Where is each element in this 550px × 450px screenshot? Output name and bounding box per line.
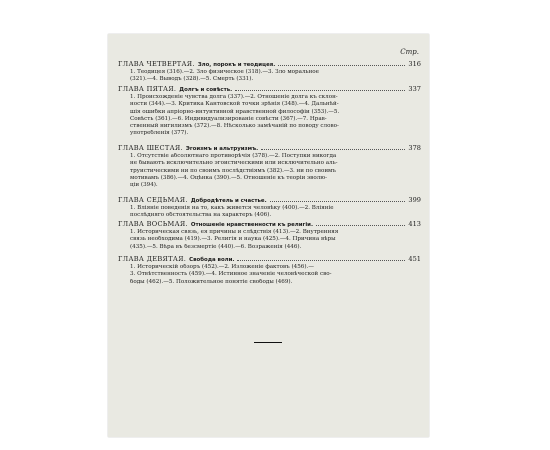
contents-line: (435).—5. Вѣра въ безсмертіе (440).—6. Возраженія (446). [130, 243, 302, 250]
contents-line: 1. Происхожденіе чувства долга (337).—2. Отношеніе долга къ склон- [130, 94, 338, 100]
leader-dots [270, 196, 406, 202]
leader-dots [235, 85, 405, 91]
chapter-label: ГЛАВА ЧЕТВЕРТАЯ. [118, 60, 195, 68]
contents-line: боды (462).—5. Положительное понятіе свободы (469). [130, 278, 293, 285]
contents-line: употребленія (377). [130, 130, 189, 137]
leader-dots [237, 255, 405, 261]
chapter-8 [118, 220, 421, 251]
chapter-label: ГЛАВА ДЕВЯТАЯ. [118, 255, 187, 263]
chapter-heading [118, 144, 421, 153]
chapter-title: Отношеніе нравственности къ религіи. [190, 222, 313, 228]
chapter-contents [118, 153, 421, 189]
chapter-label: ГЛАВА ПЯТАЯ. [118, 85, 177, 93]
contents-line: ности (344).—3. Критика Кантовской точки зрѣнія (348).—4. Дальнѣй- [130, 101, 339, 108]
leader-dots [278, 60, 405, 66]
chapter-contents [118, 229, 421, 251]
chapter-page-number: 337 [408, 85, 421, 93]
chapter-6 [118, 144, 421, 189]
chapter-contents [118, 94, 421, 138]
chapter-heading [118, 255, 421, 264]
contents-line: Совѣсть (361).—6. Индивидуализированіе совѣсти (367).—7. Нрав- [130, 115, 327, 122]
chapter-heading [118, 85, 421, 94]
chapter-7 [118, 196, 421, 220]
contents-line: (321).—4. Выводъ (328).—5. Смерть (331). [130, 76, 254, 83]
chapter-label: ГЛАВА СЕДЬМАЯ. [118, 196, 188, 204]
chapter-page-number: 451 [408, 255, 421, 263]
chapter-contents [118, 69, 421, 84]
contents-line: 1. Вліяніе поведенія на то, какъ живется человѣку (400).—2. Вліяніе [130, 205, 334, 211]
chapter-page-number: 413 [408, 220, 421, 228]
page-column-label: Стр. [400, 48, 419, 56]
chapter-page-number: 378 [408, 144, 421, 152]
chapter-heading [118, 220, 421, 229]
contents-line: связь необходима (419).—3. Религія и наука (425).—4. Причина вѣры [130, 236, 336, 243]
chapter-heading [118, 196, 421, 205]
chapter-title: Добродѣтель и счастье. [190, 198, 267, 204]
chapter-page-number: 399 [408, 196, 421, 204]
book-page [108, 34, 429, 437]
contents-line: 1. Историческая связь, ея причины и слѣдствія (413).—2. Внутренняя [130, 229, 339, 235]
contents-line: 1. Теодицея (316).—2. Зло физическое (318).—3. Зло моральное [130, 69, 319, 75]
contents-line: 1. Отсутствіе абсолютнаго противорѣчія (378).—2. Поступки никогда [130, 153, 337, 159]
chapter-5 [118, 85, 421, 138]
contents-line: не бываютъ исключительно эгоистическими или исключительно аль- [130, 160, 338, 167]
contents-line: 1. Историческій обзоръ (452).—2. Изложеніе фактовъ (456).— [130, 264, 314, 270]
chapter-title: Свобода воли. [189, 257, 235, 263]
chapter-label: ГЛАВА ШЕСТАЯ. [118, 144, 183, 152]
chapter-heading [118, 60, 421, 69]
contents-line: послѣдняго обстоятельства на характеръ (406). [130, 212, 272, 219]
closing-rule [254, 342, 282, 343]
leader-dots [261, 144, 405, 150]
chapter-page-number: 316 [408, 60, 421, 68]
chapter-contents [118, 264, 421, 286]
chapter-title: Долгъ и совѣсть. [179, 87, 233, 93]
contents-line: шія ошибки апріорно-интуитивной нравственной философіи (353).—5. [130, 108, 340, 115]
contents-line: труистическими ни по своимъ послѣдствіямъ (382).—3. ни по своимъ [130, 167, 336, 174]
contents-line: ціи (394). [130, 182, 158, 189]
chapter-title: Зло, порокъ и теодицея. [197, 62, 276, 68]
chapter-contents [118, 205, 421, 220]
chapter-title: Эгоизмъ и альтруизмъ. [185, 146, 259, 152]
chapter-9 [118, 255, 421, 286]
leader-dots [316, 220, 405, 226]
chapter-label: ГЛАВА ВОСЬМАЯ. [118, 220, 188, 228]
contents-line: 3. Отвѣтственность (459).—4. Истинное значеніе человѣческой сво- [130, 271, 332, 278]
contents-line: мотивамъ (386).—4. Оцѣнка (390).—5. Отношеніе къ теоріи эволю- [130, 174, 328, 181]
contents-line: ственный нигилизмъ (372).—8. Нѣсколько замѣчаній по поводу слово- [130, 123, 339, 130]
chapter-4 [118, 60, 421, 84]
